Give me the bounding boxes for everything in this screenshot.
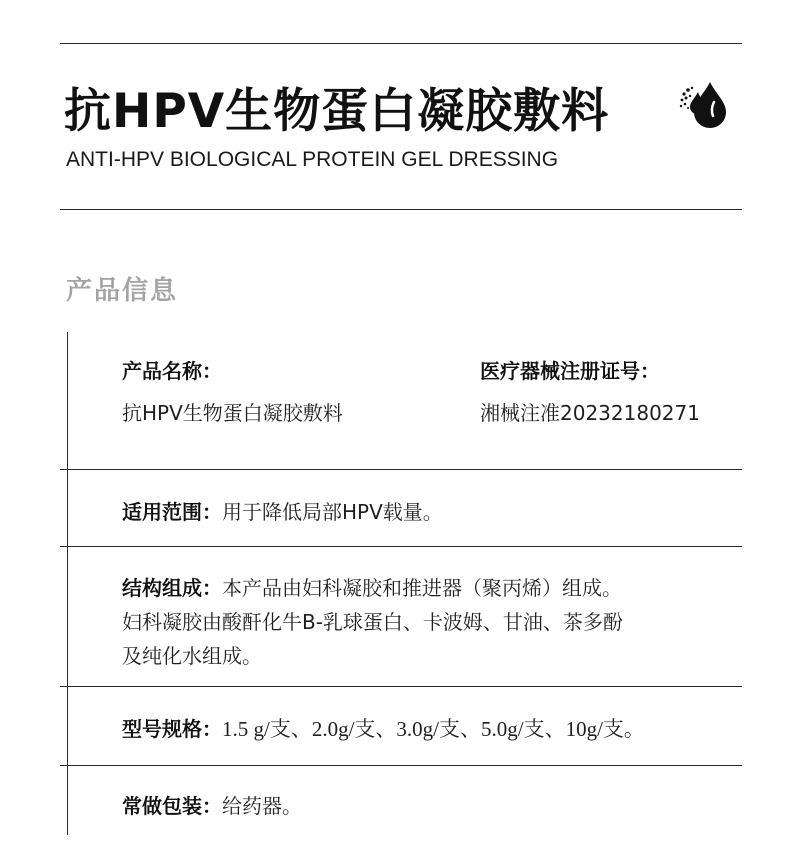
structure-text-1: 本产品由妇科凝胶和推进器（聚丙烯）组成。 [222,576,622,600]
section-title: 产品信息 [66,276,179,306]
structure-block [122,571,732,673]
row-divider [60,686,742,687]
spec-value: 1.5 g/支、2.0g/支、3.0g/支、5.0g/支、10g/支。 [222,717,645,741]
packaging-row [122,790,302,819]
top-divider [60,43,742,44]
registration-value: 湘械注准20232180271 [480,401,700,425]
packaging-value: 给药器。 [222,794,302,818]
product-name-value: 抗HPV生物蛋白凝胶敷料 [122,401,343,425]
header-divider [60,209,742,210]
structure-text-2: 妇科凝胶由酸酐化牛B-乳球蛋白、卡波姆、甘油、茶多酚 [122,610,623,634]
registration-label: 医疗器械注册证号： [480,359,660,383]
spec-label: 型号规格： [122,717,222,741]
structure-text-3: 及纯化水组成。 [122,644,262,668]
structure-line-1 [122,571,732,605]
left-rule [67,332,68,835]
product-title: 抗HPV生物蛋白凝胶敷料 [64,84,610,139]
spec-row [122,713,645,743]
droplets-icon [678,78,734,130]
structure-label: 结构组成： [122,576,222,600]
row-divider [60,469,742,470]
row-divider [60,765,742,766]
product-subtitle: ANTI-HPV BIOLOGICAL PROTEIN GEL DRESSING [66,148,559,171]
product-name-label: 产品名称： [122,359,222,383]
row-divider [60,546,742,547]
usage-row [122,496,443,525]
packaging-label: 常做包装： [122,794,222,818]
usage-value: 用于降低局部HPV载量。 [222,500,443,524]
usage-label: 适用范围： [122,500,222,524]
